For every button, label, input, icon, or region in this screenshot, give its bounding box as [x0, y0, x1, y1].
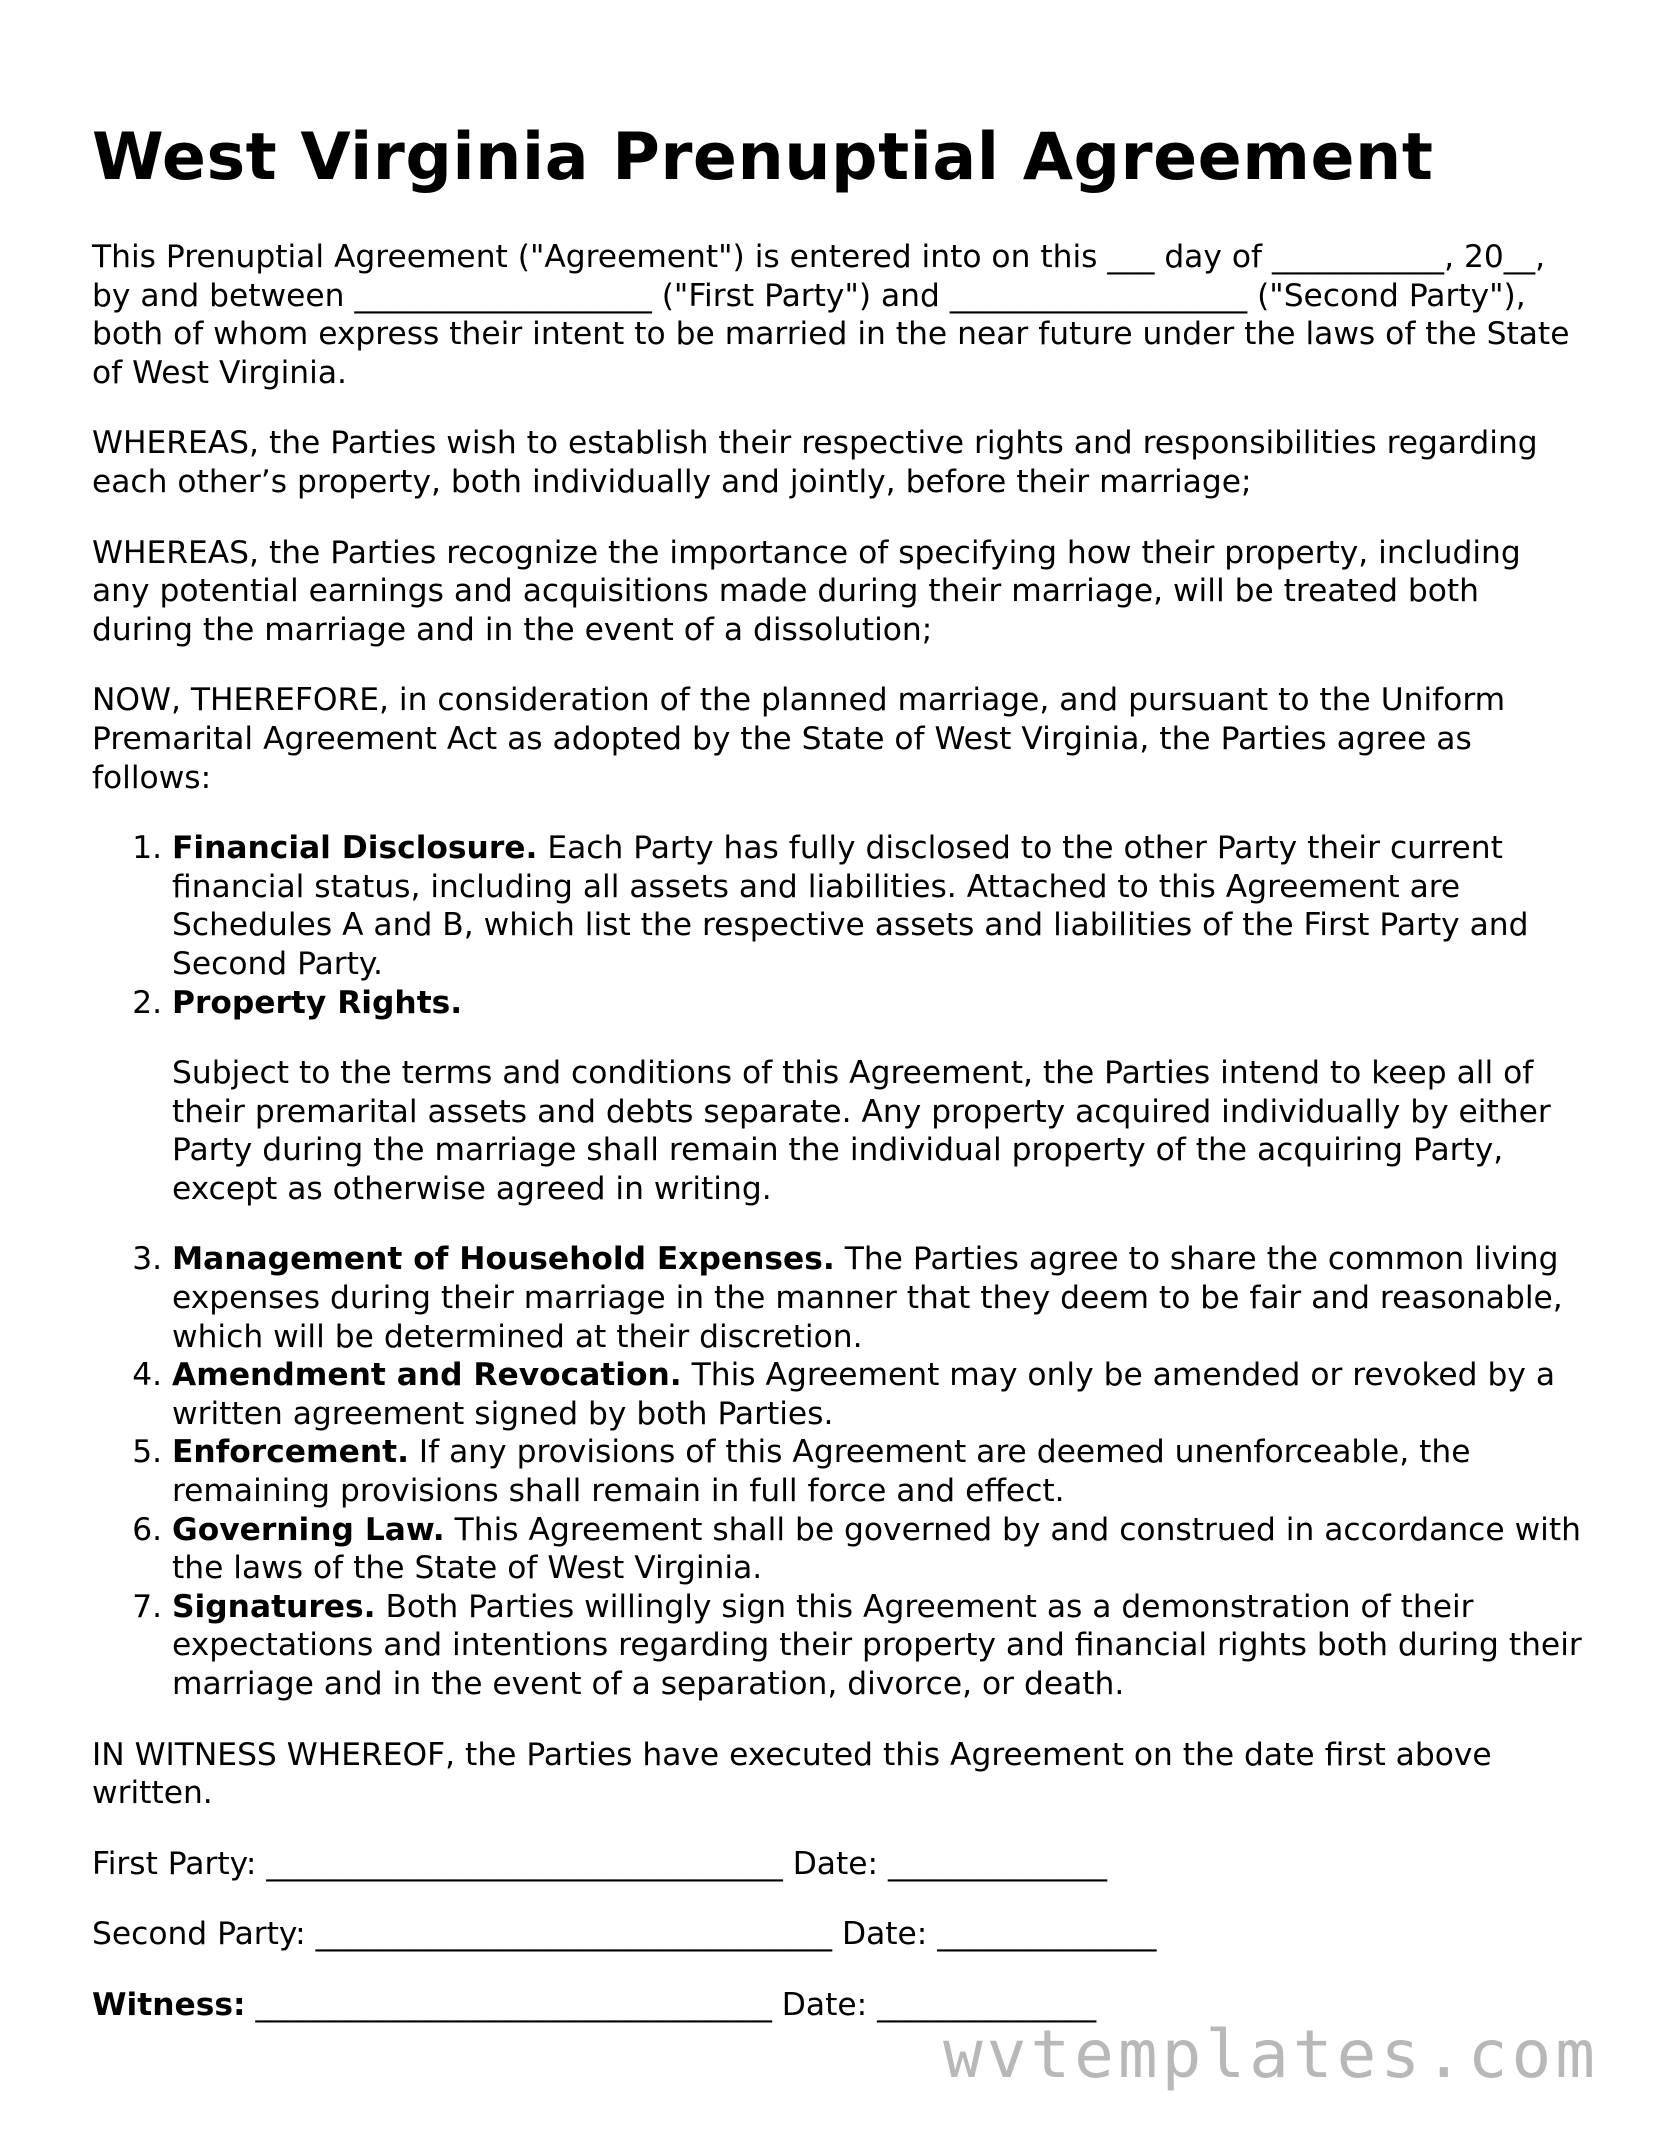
second-party-date-field[interactable]: ______________ — [927, 1916, 1157, 1953]
whereas-paragraph-1: WHEREAS, the Parties wish to establish their respective rights and responsibilities regarding each other’s property, both individually and jointly, before their marriage; — [92, 425, 1538, 500]
term-title: Signatures. — [172, 1588, 376, 1625]
witness-label: Witness: — [92, 1986, 246, 2023]
document-body — [92, 238, 1582, 2057]
witness-date-field[interactable]: ______________ — [867, 1986, 1097, 2023]
term-text: This Agreement shall be governed by and construed in accordance with the laws of the State of West Virginia. — [172, 1511, 1581, 1587]
term-text: If any provisions of this Agreement are deemed unenforceable, the remaining provisions shall remain in full force and effect. — [172, 1434, 1471, 1510]
term-property-rights — [172, 984, 1582, 1209]
first-party-signature-line — [92, 1845, 1582, 1884]
second-party-signature-field[interactable]: _________________________________ — [305, 1916, 842, 1953]
whereas-paragraph-2: WHEREAS, the Parties recognize the importance of specifying how their property, including any potential earnings and acquisitions made during their marriage, will be treated both during the marriage and in the event of a dissolution; — [92, 534, 1521, 648]
witness-date-label: Date: — [781, 1986, 868, 2023]
term-title: Property Rights. — [172, 984, 463, 1021]
witness-clause: IN WITNESS WHEREOF, the Parties have executed this Agreement on the date first above written. — [92, 1736, 1492, 1812]
second-party-label: Second Party: — [92, 1916, 306, 1953]
intro-paragraph: This Prenuptial Agreement ("Agreement") is entered into on this ___ day of ___________, 20__, by and between ___________________ ("First Party") and ___________________ ("Second Party"), both of whom express their intent to be married in the near future under the laws of the State of West Virginia. — [92, 239, 1570, 391]
witness-signature-field[interactable]: _________________________________ — [245, 1986, 782, 2023]
document-title: West Virginia Prenuptial Agreement — [92, 120, 1434, 195]
watermark-text: wvtemplates.com — [942, 2016, 1599, 2093]
term-amendment-revocation — [172, 1356, 1582, 1433]
term-title: Management of Household Expenses. — [172, 1241, 835, 1278]
property-rights-subparagraph: Subject to the terms and conditions of this Agreement, the Parties intend to keep all of their premarital assets and debts separate. Any property acquired individually by either Party during the marriage shall remain the individual property of the acquiring Party, except as otherwise agreed in writing. — [172, 1055, 1551, 1207]
term-text: The Parties agree to share the common living expenses during their marriage in the manner that they deem to be fair and reasonable, which will be determined at their discretion. — [172, 1241, 1563, 1355]
agreement-terms-list — [92, 829, 1582, 1703]
term-enforcement — [172, 1433, 1582, 1510]
term-title: Amendment and Revocation. — [172, 1357, 682, 1394]
second-party-date-label: Date: — [842, 1916, 928, 1953]
second-party-signature-line — [92, 1915, 1582, 1954]
term-household-expenses — [172, 1240, 1582, 1356]
now-therefore-paragraph: NOW, THEREFORE, in consideration of the planned marriage, and pursuant to the Uniform Premarital Agreement Act as adopted by the State of West Virginia, the Parties agree as follows: — [92, 682, 1506, 796]
term-signatures — [172, 1588, 1582, 1704]
term-title: Governing Law. — [172, 1511, 445, 1548]
term-title: Financial Disclosure. — [172, 830, 538, 867]
term-title: Enforcement. — [172, 1434, 409, 1471]
term-text: Both Parties willingly sign this Agreement as a demonstration of their expectations and intentions regarding their property and financial rights both during their marriage and in the event of a separation, divorce, or death. — [172, 1588, 1582, 1702]
term-financial-disclosure — [172, 829, 1582, 983]
term-text: This Agreement may only be amended or revoked by a written agreement signed by both Parties. — [172, 1357, 1556, 1432]
first-party-date-field[interactable]: ______________ — [878, 1845, 1108, 1882]
term-governing-law — [172, 1511, 1582, 1588]
first-party-signature-field[interactable]: _________________________________ — [256, 1845, 793, 1882]
first-party-label: First Party: — [92, 1845, 257, 1882]
first-party-date-label: Date: — [792, 1845, 879, 1882]
term-text: Each Party has fully disclosed to the other Party their current financial status, including all assets and liabilities. Attached to this Agreement are Schedules A and B, which list the respective assets and liabilities of the First Party and Second Party. — [172, 830, 1529, 982]
